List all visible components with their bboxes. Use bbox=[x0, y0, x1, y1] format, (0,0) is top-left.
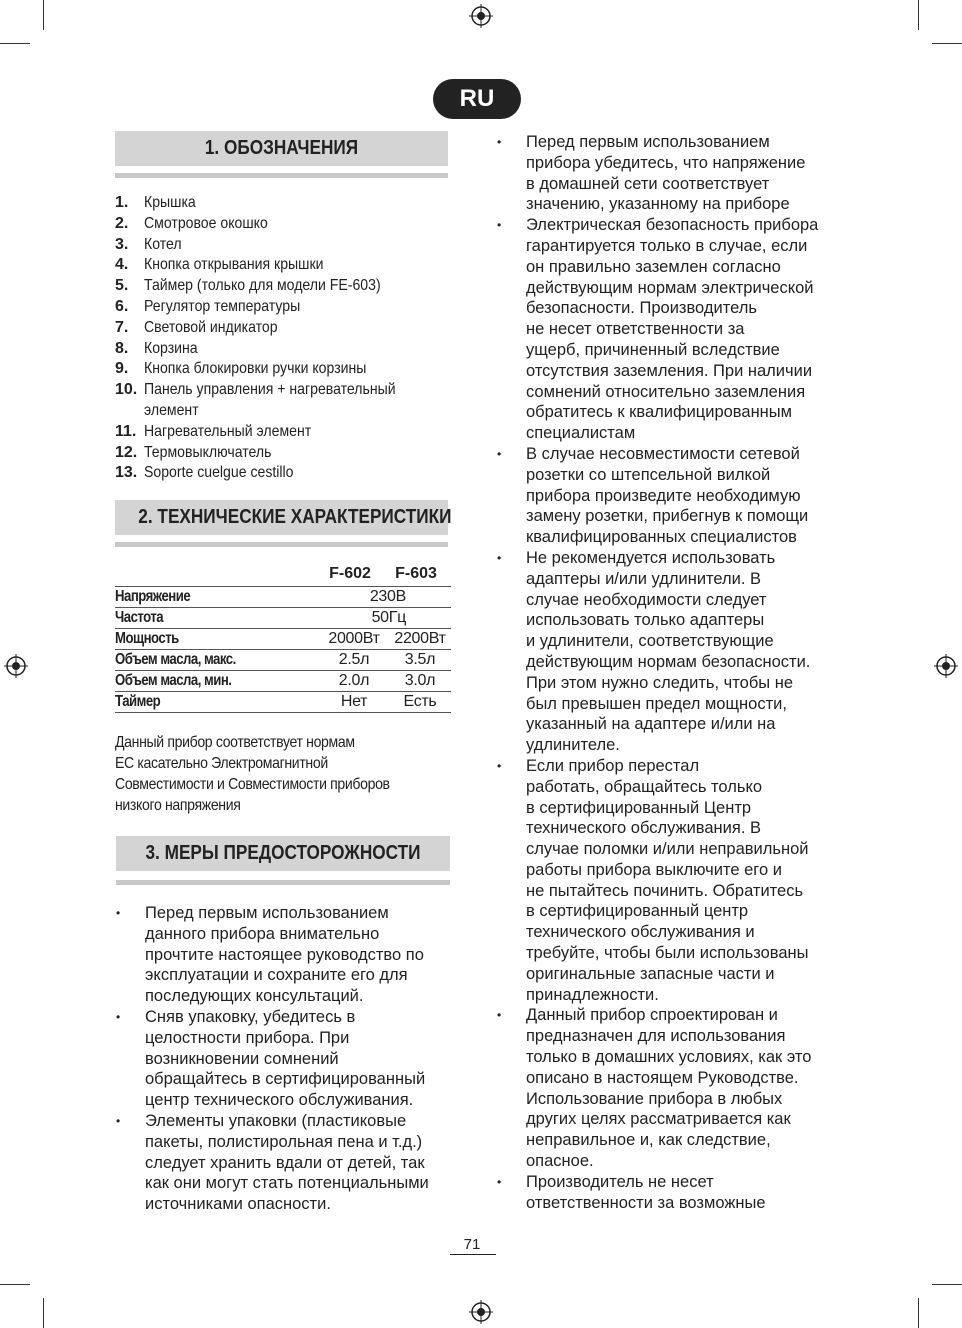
text-line: низкого напряжения bbox=[115, 797, 241, 814]
text-line: Совместимости и Совместимости приборов bbox=[115, 776, 390, 793]
list-item bbox=[115, 193, 455, 214]
text-line: технического обслуживания и bbox=[526, 923, 755, 942]
list-item bbox=[115, 276, 455, 297]
item-label bbox=[144, 276, 455, 297]
spec-value-f602: 2.5л bbox=[338, 651, 370, 668]
divider bbox=[115, 173, 448, 178]
text-line: Если прибор перестал bbox=[526, 756, 700, 775]
text-line: эксплуатации и сохраните его для bbox=[145, 966, 408, 985]
item-label bbox=[144, 235, 455, 256]
text-line: отсутствия заземления. При наличии bbox=[526, 361, 813, 380]
bullet-icon: • bbox=[497, 1174, 502, 1189]
list-item bbox=[115, 255, 455, 276]
list-item bbox=[115, 214, 455, 235]
item-number: 6. bbox=[115, 297, 129, 315]
item-text: Термовыключатель bbox=[144, 443, 272, 461]
item-number: 8. bbox=[115, 339, 129, 357]
text-line: в сертифицированный Центр bbox=[526, 798, 752, 817]
text-line: Элементы упаковки (пластиковые bbox=[145, 1111, 407, 1130]
text-line: оригинальные запасные части и bbox=[526, 964, 775, 983]
item-text: Световой индикатор bbox=[144, 318, 278, 336]
item-number: 10. bbox=[115, 381, 138, 399]
list-item bbox=[497, 1172, 837, 1214]
list-item bbox=[497, 1005, 837, 1171]
text-line: центр технического обслуживания. bbox=[145, 1091, 414, 1110]
section2-heading bbox=[115, 500, 452, 535]
item-number: 11. bbox=[115, 422, 137, 440]
item-text: Котел bbox=[144, 235, 182, 253]
section3-heading bbox=[116, 836, 450, 871]
item-text: Кнопка блокировки ручки корзины bbox=[144, 360, 367, 378]
bullet-icon: • bbox=[497, 1008, 502, 1023]
item-label bbox=[144, 255, 455, 276]
item-text: Кнопка открывания крышки bbox=[144, 256, 324, 274]
spec-value: 50Гц bbox=[371, 609, 406, 626]
text-line: технического обслуживания. В bbox=[526, 819, 761, 838]
divider bbox=[116, 880, 450, 885]
text-line: требуйте, чтобы были использованы bbox=[526, 944, 809, 963]
text-line: предназначен для использования bbox=[526, 1027, 786, 1046]
item-number: 4. bbox=[115, 256, 129, 274]
text-line: следует хранить вдали от детей, так bbox=[145, 1153, 425, 1172]
item-number: 12. bbox=[115, 443, 138, 461]
text-line: источниками опасности. bbox=[145, 1195, 331, 1214]
text-line: последующих консультаций. bbox=[145, 987, 364, 1006]
item-text: Корзина bbox=[144, 339, 198, 357]
list-item bbox=[497, 132, 837, 215]
text-line: целостности прибора. При bbox=[145, 1028, 350, 1047]
crop-mark bbox=[932, 1284, 962, 1285]
text-line: работать, обращайтесь только bbox=[526, 777, 763, 796]
spec-value-f603: 3.5л bbox=[404, 651, 436, 668]
item-text: Крышка bbox=[144, 194, 196, 211]
text-line: не несет ответственности за bbox=[526, 320, 745, 339]
section3-title: 3. МЕРЫ ПРЕДОСТОРОЖНОСТИ bbox=[145, 842, 421, 864]
text-line: указанный на адаптере и/или на bbox=[526, 715, 776, 734]
section1-title: 1. ОБОЗНАЧЕНИЯ bbox=[204, 137, 359, 159]
text-line: в домашней сети соответствует bbox=[526, 174, 770, 193]
registration-mark-icon bbox=[469, 4, 493, 28]
item-text: Регулятор температуры bbox=[144, 297, 301, 315]
text-line: был превышен предел мощности, bbox=[526, 694, 787, 713]
item-label bbox=[144, 359, 455, 380]
text-line: работы прибора выключите его и bbox=[526, 860, 782, 879]
item-label bbox=[144, 339, 455, 360]
text-line: прибора произведите необходимую bbox=[526, 486, 801, 505]
item-number: 9. bbox=[115, 360, 129, 378]
spec-value-f603: 2200Вт bbox=[394, 630, 446, 647]
section2-title: 2. ТЕХНИЧЕСКИЕ ХАРАКТЕРИСТИКИ bbox=[138, 506, 452, 528]
text-line: При этом нужно следить, чтобы не bbox=[526, 673, 794, 692]
text-line: опасное. bbox=[526, 1152, 594, 1171]
text-line: Сняв упаковку, убедитесь в bbox=[145, 1007, 356, 1026]
text-line: квалифицированных специалистов bbox=[526, 528, 797, 547]
spec-value-f603: Есть bbox=[403, 693, 437, 710]
table-row bbox=[115, 691, 451, 712]
list-item bbox=[497, 444, 837, 548]
text-line: гарантируется только в случае, если bbox=[526, 236, 808, 255]
bullet-icon: • bbox=[497, 446, 502, 461]
text-line: в сертифицированный центр bbox=[526, 902, 749, 921]
text-line: ЕС касательно Электромагнитной bbox=[115, 755, 328, 772]
bullet-icon: • bbox=[116, 1113, 121, 1128]
text-line: Перед первым использованием bbox=[526, 133, 770, 151]
item-number: 1. bbox=[115, 194, 129, 211]
text-line: других целях рассматривается как bbox=[526, 1110, 791, 1129]
item-label bbox=[144, 318, 455, 339]
item-label bbox=[144, 193, 455, 214]
section1-heading bbox=[115, 131, 448, 166]
text-line: Использование прибора в любых bbox=[526, 1089, 783, 1108]
text-line: адаптеры и/или удлинители. В bbox=[526, 569, 762, 588]
item-number: 5. bbox=[115, 277, 129, 295]
item-label bbox=[144, 443, 455, 464]
text-line: случае поломки и/или неправильной bbox=[526, 840, 809, 859]
text-line: значению, указанному на приборе bbox=[526, 195, 790, 214]
list-item bbox=[116, 903, 456, 1007]
spec-value-f602: 2.0л bbox=[338, 672, 370, 689]
list-item bbox=[497, 548, 837, 756]
spec-label: Таймер bbox=[115, 693, 161, 710]
text-line: неправильное и, как следствие, bbox=[526, 1131, 771, 1150]
crop-mark bbox=[932, 43, 962, 44]
spec-label: Объем масла, макс. bbox=[115, 651, 236, 668]
table-row bbox=[115, 670, 451, 691]
bullet-icon: • bbox=[497, 550, 502, 565]
spec-table bbox=[115, 565, 451, 713]
text-line: Данный прибор спроектирован и bbox=[526, 1006, 778, 1025]
list-item bbox=[115, 380, 455, 422]
text-line: не пытайтесь починить. Обратитесь bbox=[526, 881, 804, 900]
text-line: специалистам bbox=[526, 424, 636, 443]
item-number: 7. bbox=[115, 318, 129, 336]
spec-value-f602: Нет bbox=[340, 693, 368, 710]
table-row bbox=[115, 586, 451, 607]
crop-mark bbox=[0, 1284, 30, 1285]
text-line: ущерб, причиненный вследствие bbox=[526, 340, 780, 359]
registration-mark-icon bbox=[934, 654, 958, 678]
text-line: сомнений относительно заземления bbox=[526, 382, 806, 401]
bullet-icon: • bbox=[116, 906, 121, 920]
text-line: случае необходимости следует bbox=[526, 590, 767, 609]
text-line: В случае несовместимости сетевой bbox=[526, 444, 800, 463]
page-number: 71 bbox=[463, 1236, 481, 1253]
list-item bbox=[116, 1111, 456, 1215]
text-line: действующим нормам безопасности. bbox=[526, 652, 811, 671]
list-item bbox=[115, 422, 455, 443]
bullet-icon: • bbox=[497, 218, 502, 233]
item-text: Soporte cuelgue cestillo bbox=[144, 464, 294, 482]
spec-label: Мощность bbox=[115, 630, 179, 647]
text-line: только в домашних условиях, как это bbox=[526, 1048, 812, 1067]
spec-value-f602: 2000Вт bbox=[328, 630, 380, 647]
list-item bbox=[116, 1007, 456, 1111]
left-precautions bbox=[116, 903, 456, 1215]
text-line: как они могут стать потенциальными bbox=[145, 1174, 429, 1193]
item-label bbox=[144, 297, 455, 318]
text-line: удлинителе. bbox=[526, 736, 620, 755]
crop-mark bbox=[43, 0, 44, 30]
item-label bbox=[144, 422, 455, 443]
text-line: использовать только адаптеры bbox=[526, 611, 765, 630]
list-item bbox=[497, 215, 837, 444]
item-number: 3. bbox=[115, 235, 129, 253]
list-item bbox=[115, 339, 455, 360]
text-line: принадлежности. bbox=[526, 985, 659, 1004]
registration-mark-icon bbox=[4, 654, 28, 678]
language-badge: RU bbox=[433, 79, 521, 119]
list-item bbox=[115, 443, 455, 464]
text-line: прибора убедитесь, что напряжение bbox=[526, 153, 806, 172]
text-line: действующим нормам электрической bbox=[526, 278, 814, 297]
crop-mark bbox=[918, 0, 919, 30]
spec-label: Объем масла, мин. bbox=[115, 672, 232, 689]
text-line: ответственности за возможные bbox=[526, 1193, 766, 1212]
text-line: прочтите настоящее руководство по bbox=[145, 945, 424, 964]
crop-mark bbox=[43, 1298, 44, 1328]
text-line: Производитель не несет bbox=[526, 1172, 714, 1191]
text-line: он правильно заземлен согласно bbox=[526, 257, 781, 276]
model-f602: F-602 bbox=[329, 565, 371, 582]
text-line: и удлинители, соответствующие bbox=[526, 632, 774, 651]
parts-list bbox=[115, 193, 455, 484]
crop-mark bbox=[918, 1298, 919, 1328]
spec-table-header bbox=[115, 565, 451, 586]
item-number: 13. bbox=[115, 464, 138, 482]
item-text: Смотровое окошко bbox=[144, 214, 268, 232]
item-text: Таймер (только для модели FE-603) bbox=[144, 277, 381, 295]
divider bbox=[115, 542, 448, 547]
bullet-icon: • bbox=[497, 135, 502, 149]
item-label bbox=[144, 214, 455, 235]
spec-value-f603: 3.0л bbox=[404, 672, 436, 689]
text-line: обращайтесь в сертифицированный bbox=[145, 1070, 426, 1089]
list-item bbox=[115, 359, 455, 380]
text-line: Данный прибор соответствует нормам bbox=[115, 734, 355, 751]
table-row bbox=[115, 607, 451, 628]
text-line: описано в настоящем Руководстве. bbox=[526, 1068, 799, 1087]
text-line: обратитесь к квалифицированным bbox=[526, 403, 792, 422]
text-line: Электрическая безопасность прибора bbox=[526, 216, 819, 235]
list-item bbox=[115, 235, 455, 256]
list-item bbox=[115, 297, 455, 318]
bullet-icon: • bbox=[116, 1009, 121, 1024]
item-text: Панель управления + нагревательный bbox=[144, 381, 396, 399]
bullet-icon: • bbox=[497, 758, 502, 773]
item-text-cont: элемент bbox=[144, 401, 199, 419]
text-line: безопасности. Производитель bbox=[526, 299, 757, 318]
item-text: Нагревательный элемент bbox=[144, 422, 312, 440]
text-line: данного прибора внимательно bbox=[145, 924, 380, 943]
spec-value: 230В bbox=[369, 588, 406, 605]
table-row bbox=[115, 628, 451, 649]
page-number-underline bbox=[450, 1254, 496, 1255]
text-line: замену розетки, прибегнув к помощи bbox=[526, 507, 809, 526]
list-item bbox=[115, 463, 455, 484]
spec-label: Частота bbox=[115, 609, 164, 626]
text-line: пакеты, полистирольная пена и т.д.) bbox=[145, 1132, 423, 1151]
compliance-text bbox=[115, 732, 455, 816]
text-line: розетки со штепсельной вилкой bbox=[526, 465, 771, 484]
text-line: Перед первым использованием bbox=[145, 904, 389, 922]
item-label bbox=[144, 380, 455, 422]
list-item bbox=[115, 318, 455, 339]
text-line: возникновении сомнений bbox=[145, 1049, 339, 1068]
item-label bbox=[144, 463, 455, 484]
registration-mark-icon bbox=[469, 1300, 493, 1324]
list-item bbox=[497, 756, 837, 1006]
item-number: 2. bbox=[115, 214, 129, 232]
right-precautions bbox=[497, 132, 837, 1213]
table-row bbox=[115, 649, 451, 670]
text-line: Не рекомендуется использовать bbox=[526, 548, 776, 567]
spec-label: Напряжение bbox=[115, 588, 191, 605]
model-f603: F-603 bbox=[395, 565, 437, 582]
crop-mark bbox=[0, 43, 30, 44]
